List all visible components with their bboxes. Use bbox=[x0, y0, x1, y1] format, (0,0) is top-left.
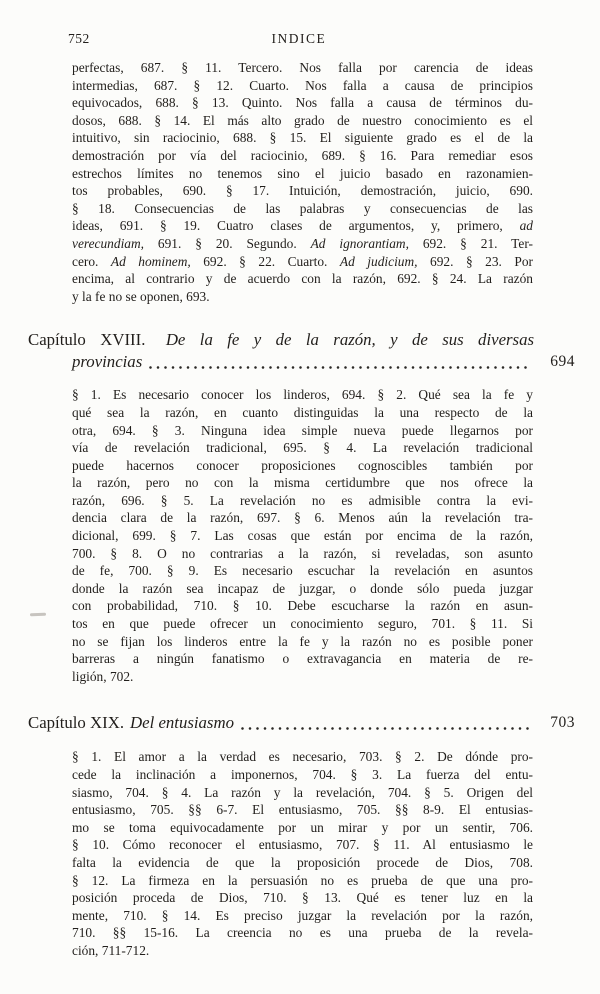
text-line: dencia clara de la razón, 697. § 6. Menos aún la revelación tra- bbox=[72, 510, 533, 526]
text-line: encima, al contrario y de acuerdo con la razón, 692. § 24. La razón bbox=[72, 271, 533, 287]
text-line: puede hacernos conocer proposiciones cognoscibles también por bbox=[72, 457, 533, 473]
text-line: la razón, pero no con la misma certidumbre que nos ofrece la bbox=[72, 475, 533, 491]
chapter-xix-title-line bbox=[28, 712, 575, 734]
running-title: INDICE bbox=[271, 31, 327, 46]
text-line: y la fe no se oponen, 693. bbox=[72, 288, 210, 304]
text-line: § 12. La firmeza en la persuasión no es prueba de que una pro- bbox=[72, 872, 533, 888]
text-line: de fe, 700. § 9. Es necesario escuchar la revelación en asuntos bbox=[72, 563, 533, 579]
chapter-xviii-label: Capítulo XVIII. bbox=[28, 330, 146, 350]
text-line: 700. § 8. O no contrarias a la razón, si reveladas, son asunto bbox=[72, 545, 533, 561]
index-paragraph-ch18-sections bbox=[72, 386, 533, 685]
chapter-xviii-title-part1: De la fe y de la razón, y de sus diversas bbox=[165, 330, 534, 350]
text-line: cede la inclinación a imponernos, 704. § 3. La fuerza del entu- bbox=[72, 767, 533, 782]
text-line: mente, 710. § 14. Es preciso juzgar la revelación por la razón, bbox=[72, 907, 533, 923]
text-line: mo se toma equivocadamente por un mirar y por un sentir, 706. bbox=[72, 819, 533, 835]
text-line: estrechos límites no tenemos sino el juicio basado en razonamien- bbox=[72, 165, 533, 181]
page-header bbox=[0, 0, 600, 47]
text-line: tos en que puede ofrecer un conocimiento seguro, 701. § 11. Si bbox=[72, 616, 533, 632]
text-line: falta la evidencia de que la proposición procede de Dios, 708. bbox=[72, 854, 533, 870]
text-line: ligión, 702. bbox=[72, 668, 134, 684]
chapter-heading-xviii bbox=[28, 329, 575, 373]
text-line: dosos, 688. § 14. El más alto grado de nuestro conocimiento es el bbox=[72, 112, 533, 128]
dot-leader bbox=[149, 366, 531, 369]
chapter-xix-page-number: 703 bbox=[550, 714, 575, 732]
text-line: qué sea la razón, en cuanto distinguidas la una respecto de la bbox=[72, 404, 533, 420]
chapter-xix-label: Capítulo XIX. bbox=[28, 713, 125, 733]
text-line: 710. §§ 15-16. La creencia no es una prueba de la revela- bbox=[72, 925, 533, 941]
dot-leader bbox=[241, 727, 531, 730]
text-line: ideas, 691. § 19. Cuatro clases de argumentos, y, primero, ad bbox=[72, 218, 533, 234]
chapter-xviii-title-line2 bbox=[28, 351, 575, 373]
text-line: equivocados, 688. § 13. Quinto. Nos falla a causa de términos du- bbox=[72, 95, 533, 111]
text-line: § 10. Cómo reconocer el entusiasmo, 707. § 11. Al entusiasmo le bbox=[72, 837, 533, 853]
text-line: posición proceda de Dios, 710. § 13. Qué es tener luz en la bbox=[72, 890, 533, 906]
text-line: cero. Ad hominem, 692. § 22. Cuarto. Ad judicium, 692. § 23. Por bbox=[72, 253, 533, 269]
text-line: intermedias, 687. § 12. Cuarto. Nos falla a causa de principios bbox=[72, 77, 533, 93]
text-line: vía de revelación tradicional, 695. § 4. La revelación tradicional bbox=[72, 440, 533, 456]
text-line: donde la razón sea incapaz de juzgar, o donde sólo pueda juzgar bbox=[72, 580, 533, 596]
text-line: dicional, 699. § 7. Las cosas que están por encima de la razón, bbox=[72, 528, 533, 544]
text-line: entusiasmo, 705. §§ 6-7. El entusiasmo, 705. §§ 8-9. El entusias- bbox=[72, 802, 533, 818]
text-line: verecundiam, 691. § 20. Segundo. Ad ignorantiam, 692. § 21. Ter- bbox=[72, 235, 533, 251]
text-line: § 1. El amor a la verdad es necesario, 703. § 2. De dónde pro- bbox=[72, 749, 533, 765]
page-number: 752 bbox=[68, 31, 90, 46]
text-line: no se fijan los linderos entre la fe y la razón no es posible poner bbox=[72, 633, 533, 649]
chapter-xix-title: Del entusiasmo bbox=[130, 713, 234, 733]
text-line: § 18. Consecuencias de las palabras y consecuencias de las bbox=[72, 200, 533, 216]
index-paragraph-ch17-sections bbox=[72, 59, 533, 305]
text-line: § 1. Es necesario conocer los linderos, 694. § 2. Qué sea la fe y bbox=[72, 387, 533, 403]
text-line: razón, 696. § 5. La revelación no es admisible contra la evi- bbox=[72, 492, 533, 508]
text-line: siasmo, 704. § 4. La razón y la revelación, 704. § 5. Origen del bbox=[72, 784, 533, 800]
text-line: ción, 711-712. bbox=[72, 942, 150, 958]
chapter-xviii-title-line1 bbox=[28, 329, 534, 351]
text-line: tos probables, 690. § 17. Intuición, demostración, juicio, 690. bbox=[72, 183, 533, 199]
chapter-xviii-page-number: 694 bbox=[550, 353, 575, 371]
chapter-xviii-title-part2: provincias bbox=[72, 352, 143, 372]
text-line: barreras a ningún fanatismo o extravagancia en materia de re- bbox=[72, 651, 533, 667]
text-line: perfectas, 687. § 11. Tercero. Nos falla por carencia de ideas bbox=[72, 60, 533, 75]
text-line: otra, 694. § 3. Ninguna idea simple nueva puede llegarnos por bbox=[72, 422, 533, 438]
text-line: intuitivo, sin raciocinio, 688. § 15. El siguiente grado es el de la bbox=[72, 130, 533, 146]
index-paragraph-ch19-sections bbox=[72, 748, 533, 959]
text-line: con probabilidad, 710. § 10. Debe escucharse la razón en asun- bbox=[72, 598, 533, 614]
text-line: demostración por vía del raciocinio, 689. § 16. Para remediar esos bbox=[72, 147, 533, 163]
print-smudge-artifact bbox=[30, 613, 46, 617]
chapter-heading-xix bbox=[28, 712, 575, 734]
